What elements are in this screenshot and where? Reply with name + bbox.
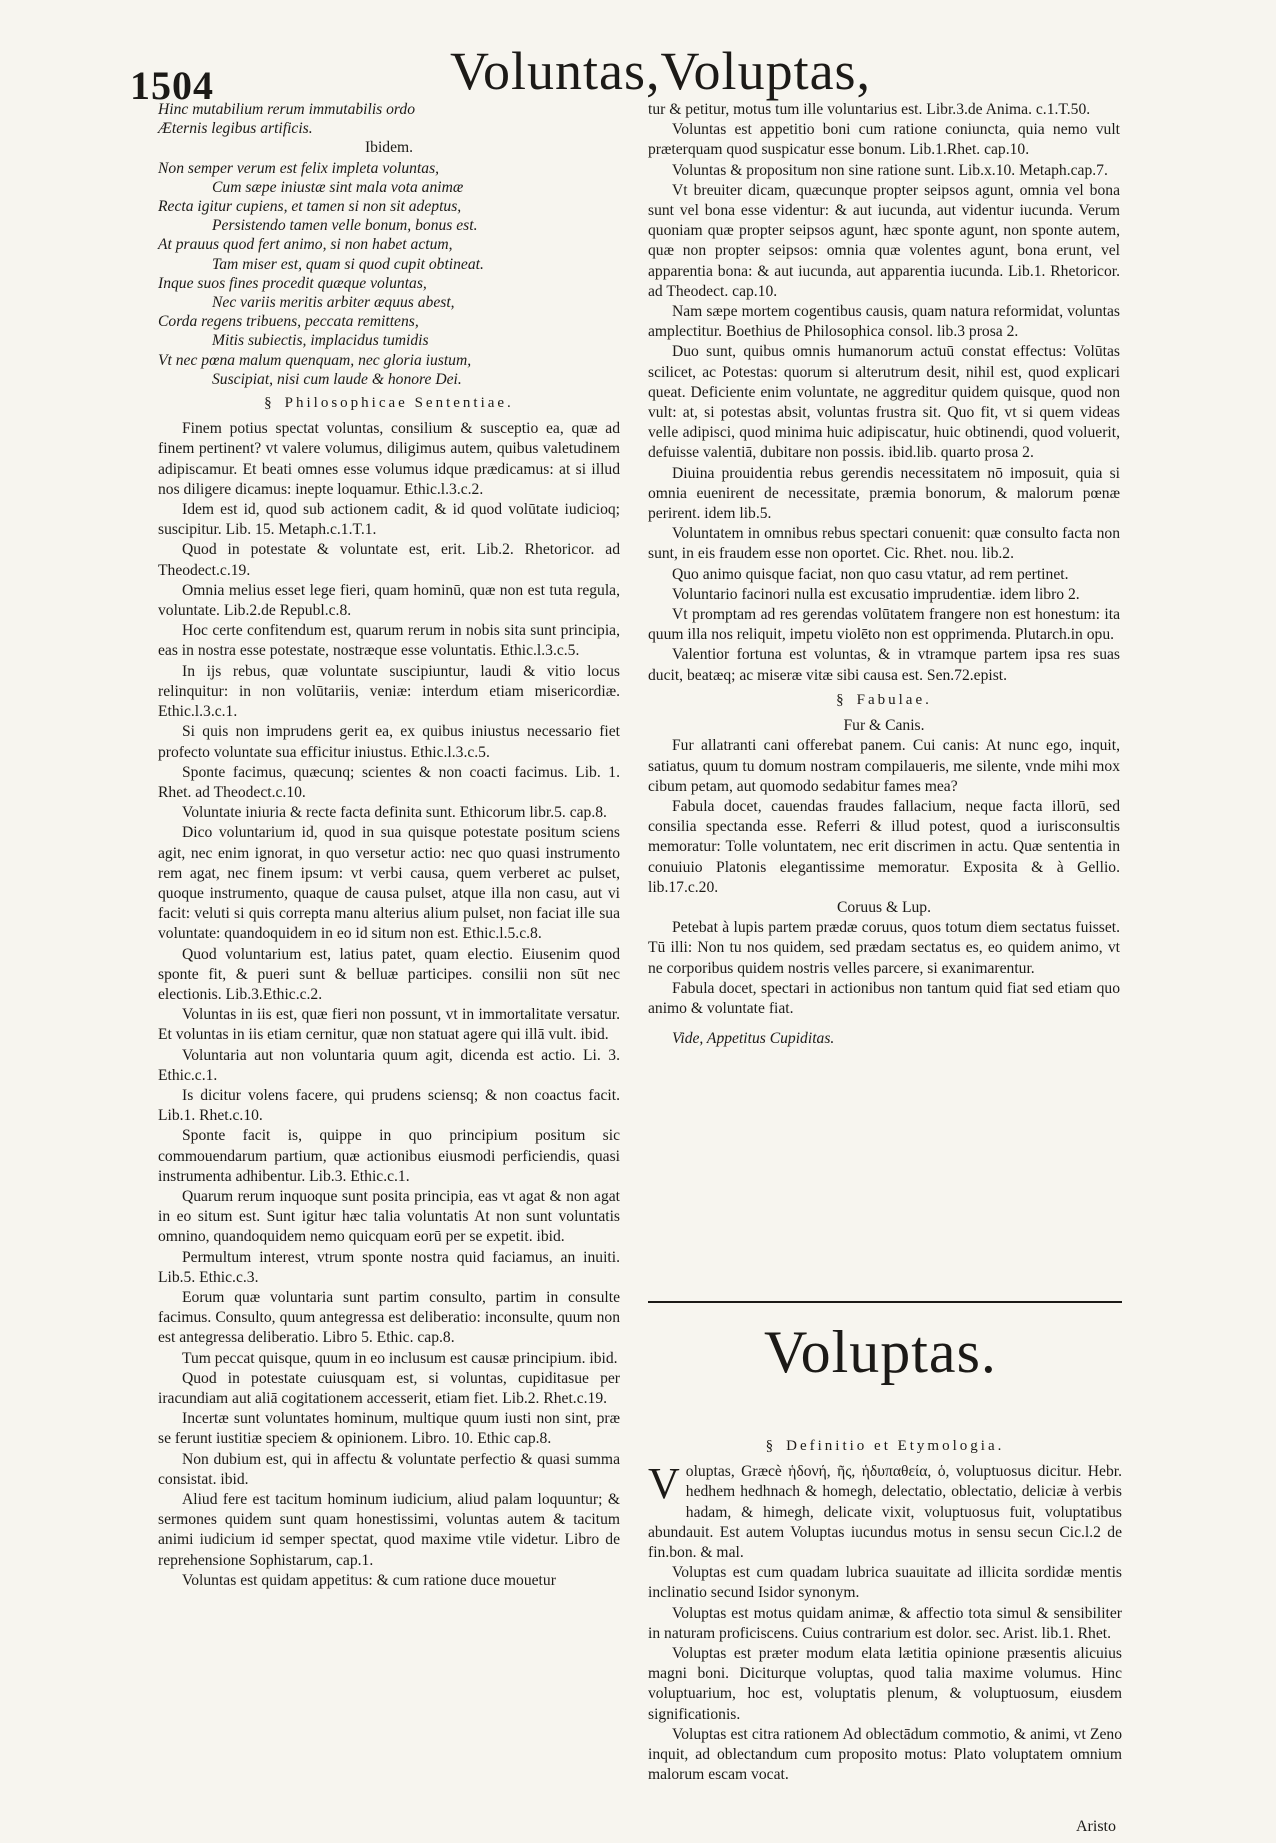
verse-line: Persistendo tamen velle bonum, bonus est. <box>212 217 478 235</box>
sententia-paragraph: Hoc certe confitendum est, quarum rerum in nobis sita sunt principia, eas in nostra esse potestate, nostræque esse voluntatis. Ethic.l.3.c.5. <box>158 622 620 660</box>
verse-line: Æternis legibus artificis. <box>158 120 313 138</box>
sententia-paragraph: Omnia melius esset lege fieri, quam hominū, quæ non est tuta regula, voluntate. Lib.2.de Republ.c.8. <box>158 581 620 620</box>
verse-line: Corda regens tribuens, peccata remittens, <box>158 313 419 331</box>
sententia-paragraph: Voluntas in iis est, quæ fieri non possunt, vt in immortalitate versatur. Et voluntas in iis etiam cernitur, quæ non statuat agere qui illā vult. ibid. <box>158 1006 620 1044</box>
sententia-paragraph: Duo sunt, quibus omnis humanorum actuū constat effectus: Volūtas scilicet, ac Potestas: quorum si alterutrum desit, nihil est, quod explicari queat. Deficiente enim voluntate, ne aggreditur quidem quisque, quod non vult: at, si potestas absit, voluntas frustra sit. Quo fit, vt si quem videas velle adipisci, quod minima huic adipiscatur, huic obtinendi, quod voluerit, defuisse valentiā, dubitare non possis. ibid.lib. quarto prosa 2. <box>648 343 1120 462</box>
fable-paragraph: Fabula docet, spectari in actionibus non tantum quid fiat sed etiam quo animo & voluntate fiat. <box>648 979 1120 1017</box>
sententia-paragraph: Eorum quæ voluntaria sunt partim consulto, partim in consulte facimus. Consulto, quum antegressa est deliberatio: inconsulte, quum non est antegressa deliberatio. Libro 5. Ethic. cap.8. <box>158 1288 620 1347</box>
sententia-paragraph: Is dicitur volens facere, qui prudens sciensq; & non coactus facit. Lib.1. Rhet.c.10. <box>158 1086 620 1125</box>
verse-line: Suscipiat, nisi cum laude & honore Dei. <box>212 370 462 388</box>
sententia-paragraph: Voluntaria aut non voluntaria quum agit, dicenda est actio. Li. 3. Ethic.c.1. <box>158 1046 620 1084</box>
sententia-paragraph: Si quis non imprudens gerit ea, ex quibus iniustus necessario fiet profecto voluntate sua efficitur iniustus. Ethic.l.3.c.5. <box>158 723 620 761</box>
sententia-paragraph: Valentior fortuna est voluntas, & in vtramque partem ipsa res suas ducit, beatæq; ac miseræ vitæ sibi causa est. Sen.72.epist. <box>648 646 1120 684</box>
sententia-paragraph: Nam sæpe mortem cogentibus causis, quam natura reformidat, voluntas amplectitur. Boethius de Philosophica consol. lib.3 prosa 2. <box>648 303 1120 341</box>
voluptas-entry <box>648 1432 1122 1785</box>
sententia-paragraph: tur & petitur, motus tum ille voluntarius est. Libr.3.de Anima. c.1.T.50. <box>648 101 1091 118</box>
running-title: Voluntas,Voluptas, <box>450 41 872 101</box>
sententia-paragraph: Sponte facimus, quæcunq; scientes & non coacti facimus. Lib. 1. Rhet. ad Theodect.c.10. <box>158 763 620 801</box>
verse-line: Non semper verum est felix impleta voluntas, <box>158 159 440 177</box>
section-heading-philosophicae <box>158 393 620 413</box>
definition-paragraph <box>648 1459 1122 1563</box>
sententia-paragraph: Tum peccat quisque, quum in eo inclusum est causæ principium. ibid. <box>182 1349 618 1367</box>
verse-line: Vt nec pœna malum quenquam, nec gloria iustum, <box>158 351 472 369</box>
sententia-paragraph: Idem est id, quod sub actionem cadit, & id quod volūtate iudicioq; suscipitur. Lib. 15. Metaph.c.1.T.1. <box>158 501 620 539</box>
section-mark: § <box>264 395 275 412</box>
definition-paragraph: Voluptas est motus quidam animæ, & affectio tota simul & sensibiliter in naturam proficiscens. Cuius contrarium est dolor. sec. Arist. lib.1. Rhet. <box>648 1604 1122 1642</box>
verse-line: Cum sæpe iniustæ sint mala vota animæ <box>212 178 464 196</box>
definition-paragraph: Voluptas est cum quadam lubrica suauitate ad illicita sordidæ mentis inclinatio secund Isidor synonym. <box>648 1564 1122 1602</box>
definition-text: oluptas, Græcè ἡδονή, ῆς, ἡδυπαθεία, ὁ, voluptuosus dicitur. Hebr. hedhem hedhnach & homegh, delectatio, oblectatio, deliciæ à verbis hadam, & himegh, delicate vixit, voluptuosus fuit, voluptatibus abundauit. Est autem Voluptas iucundus motus in sensu secun Cic.l.2 de fin.bon. & mal. <box>648 1463 1122 1562</box>
sententia-paragraph: Voluntate iniuria & recte facta definita sunt. Ethicorum libr.5. cap.8. <box>182 804 607 822</box>
entry-title-voluptas: Voluptas. <box>764 1319 997 1385</box>
sententia-paragraph: Vt promptam ad res gerendas volūtatem frangere non est honestum: ita quum illa nos reliquit, impetu violēto non est opprimenda. Plutarch.in opu. <box>648 606 1120 644</box>
section-heading-fabulae <box>648 690 1120 710</box>
sententia-paragraph: Incertæ sunt voluntates hominum, multique quum iusti non sint, præ se ferunt iustitiæ speciem & opinionem. Libro. 10. Ethic cap.8. <box>158 1410 620 1448</box>
section-mark: § <box>765 1438 777 1454</box>
sententia-paragraph: Finem potius spectat voluntas, consilium & susceptio ea, quæ ad finem pertinent? vt valere volumus, diligimus autem, quibus valetudinem adipiscamur. Et beati omnes esse volumus idque prædicamus: at si illud nos diligere dicamus: inepte loquamur. Ethic.l.3.c.2. <box>158 420 620 498</box>
sententia-paragraph: Voluntario facinori nulla est excusatio imprudentiæ. idem libro 2. <box>672 585 1080 603</box>
verse-line: Nec variis meritis arbiter æquus abest, <box>212 294 455 312</box>
sententia-paragraph: Voluntas est quidam appetitus: & cum ratione duce mouetur <box>182 1571 556 1589</box>
sententia-paragraph: Voluntas & propositum non sine ratione sunt. Lib.x.10. Metaph.cap.7. <box>672 161 1108 179</box>
sententia-paragraph: Voluntatem in omnibus rebus spectari conuenit: quæ consulto facta non sunt, in eis fraudem esse non oportet. Cic. Rhet. nou. lib.2. <box>648 525 1120 563</box>
verse-line: Inque suos fines procedit quæque voluntas, <box>158 274 427 292</box>
verse-line: Recta igitur cupiens, et tamen si non sit adeptus, <box>158 198 462 216</box>
definition-paragraph: Voluptas est præter modum elata lætitia opinione præsentis alicuius magni boni. Diciturque voluptas, quod talia maxime volumus. Hinc voluptuarium, hoc est, voluptatis plenum, & voluptuosum, eiusdem significationis. <box>648 1645 1122 1723</box>
sententia-paragraph: Voluntas est appetitio boni cum ratione coniuncta, quia nemo vult præterquam quod suspicatur esse bonum. Lib.1.Rhet. cap.10. <box>648 121 1120 159</box>
verse-line: Tam miser est, quam si quod cupit obtineat. <box>212 255 484 273</box>
section-heading-text: Philosophicae Sententiae. <box>284 395 514 412</box>
page-number: 1504 <box>130 63 214 108</box>
verse-line: Hinc mutabilium rerum immutabilis ordo <box>158 101 416 118</box>
verse-line: Mitis subiectis, implacidus tumidis <box>212 332 429 350</box>
sententia-paragraph: Non dubium est, qui in affectu & voluntate perfectio & quasi summa consistat. ibid. <box>158 1450 620 1488</box>
sententia-paragraph: Quo animo quisque faciat, non quo casu vtatur, ad rem pertinet. <box>672 565 1069 583</box>
fable-paragraph: Fabula docet, cauendas fraudes fallacium, neque facta illorū, sed consilia spectanda esse. Referri & illud potest, quod a iurisconsultis memoratur: Tolle voluntatem, nec erit discrimen in actu. Quæ sententia in conuiuio Platonis elegantissime memoratur. Exposita & à Gellio. lib.17.c.20. <box>648 797 1120 896</box>
section-heading-text: Definitio et Etymologia. <box>786 1438 1005 1454</box>
sententia-paragraph: Diuina prouidentia rebus gerendis necessitatem nō imposuit, quia si omnia euenirent de necessitate, præmia bonorum, & malorum pœnæ perirent. idem lib.5. <box>648 464 1120 523</box>
fable-paragraph: Fur allatranti cani offerebat panem. Cui canis: At nunc ego, inquit, satiatus, quum tu domum nostram compilaueris, me silente, vnde mihi mox cibum petam, aut quomodo sedabitur fames mea? <box>648 737 1120 795</box>
sententia-paragraph: Quarum rerum inquoque sunt posita principia, eas vt agat & non agat in eo situm est. Sunt igitur hæc talia voluntatis At non sunt voluntatis omnino, quandoquidem nemo quicquam eorū per se expetit. ibid. <box>158 1187 620 1246</box>
right-column <box>648 100 1120 1049</box>
sententia-paragraph: Sponte facit is, quippe in quo principium positum sic commouendarum partium, quæ actionibus eiusmodi perficiendis, quasi instrumenta adhibentur. Lib.3. Ethic.c.1. <box>158 1127 620 1185</box>
fable-title: Fur & Canis. <box>843 717 925 735</box>
section-mark: § <box>836 691 847 708</box>
sententia-paragraph: Dico voluntarium id, quod in sua quisque potestate positum sciens agit, nec enim ignorat, in quo versetur actio: nec quo quasi instrumento rem agat, nec finem ipsum: vt verbi causa, quem verberet ac pulset, quoque instrumento, quaque de causa pulset, atque illa non casu, aut vi facit: veluti si quis correpta manu alterius alium pulset, non faciat ille sua voluntate: quandoquidem in eo id situm non est. Ethic.l.5.c.8. <box>158 824 620 943</box>
verse-source: Ibidem. <box>364 139 414 157</box>
section-heading-text: Fabulae. <box>856 691 932 708</box>
sententia-paragraph: Quod in potestate & voluntate est, erit. Lib.2. Rhetoricor. ad Theodect.c.19. <box>158 541 620 579</box>
catchword: Aristo <box>1076 1818 1116 1835</box>
section-heading-definitio <box>648 1436 1122 1456</box>
see-also-reference: Vide, Appetitus Cupiditas. <box>672 1030 835 1048</box>
left-column <box>158 100 620 1591</box>
sententia-paragraph: Quod voluntarium est, latius patet, quam electio. Eiusenim quod sponte fit, & pueri sunt & belluæ participes. consilii non sūt nec electionis. Lib.3.Ethic.c.2. <box>158 945 620 1003</box>
drop-cap: V <box>648 1459 680 1509</box>
fable-title: Coruus & Lup. <box>837 898 931 916</box>
sententia-paragraph: Quod in potestate cuiusquam est, si voluntas, cupiditasue per iracundiam aut aliā cogitationem accesserit, etiam fiet. Lib.2. Rhet.c.19. <box>158 1369 620 1407</box>
sententia-paragraph: Aliud fere est tacitum hominum iudicium, aliud palam loquuntur; & sermones quidem sunt quam honestissimi, voluntas autem & tacitum animi iudicium id semper spectat, quod maxime vtile videtur. Libro de reprehensione Sophistarum, cap.1. <box>158 1491 620 1569</box>
section-divider <box>648 1301 1122 1303</box>
sententia-paragraph: In ijs rebus, quæ voluntate suscipiuntur, laudi & vitio locus relinquitur: in non volūtariis, veniæ: interdum etiam misericordiæ. Ethic.l.3.c.1. <box>158 662 620 721</box>
fable-paragraph: Petebat à lupis partem prædæ coruus, quos totum diem sectatus fuisset. Tū illi: Non tu nos quidem, sed prædam sectatus es, eo quidem animo, vt ne corporibus quidem nostris velles parcere, si exanimarentur. <box>648 919 1120 977</box>
sententia-paragraph: Vt breuiter dicam, quæcunque propter seipsos agunt, omnia vel bona sunt vel bona esse videntur: & aut iucunda, aut videntur iucunda. Verum quoniam quæ propter seipsos agunt, hæc sponte agunt, non sponte autem, quæ non propter seipsos: omnia quæ volentes agunt, bona erunt, vel apparentia bona: & aut iucunda, aut apparentia iucunda. Lib.1. Rhetoricor. ad Theodect. cap.10. <box>648 181 1120 300</box>
definition-paragraph: Voluptas est citra rationem Ad oblectādum commotio, & animi, vt Zeno inquit, ad oblectandum cum proposito motus: Plato voluptatem omnium malorum escam vocat. <box>648 1725 1122 1784</box>
verse-line: At prauus quod fert animo, si non habet actum, <box>158 236 453 254</box>
sententia-paragraph: Permultum interest, vtrum sponte nostra quid faciamus, an inuiti. Lib.5. Ethic.c.3. <box>158 1248 620 1286</box>
